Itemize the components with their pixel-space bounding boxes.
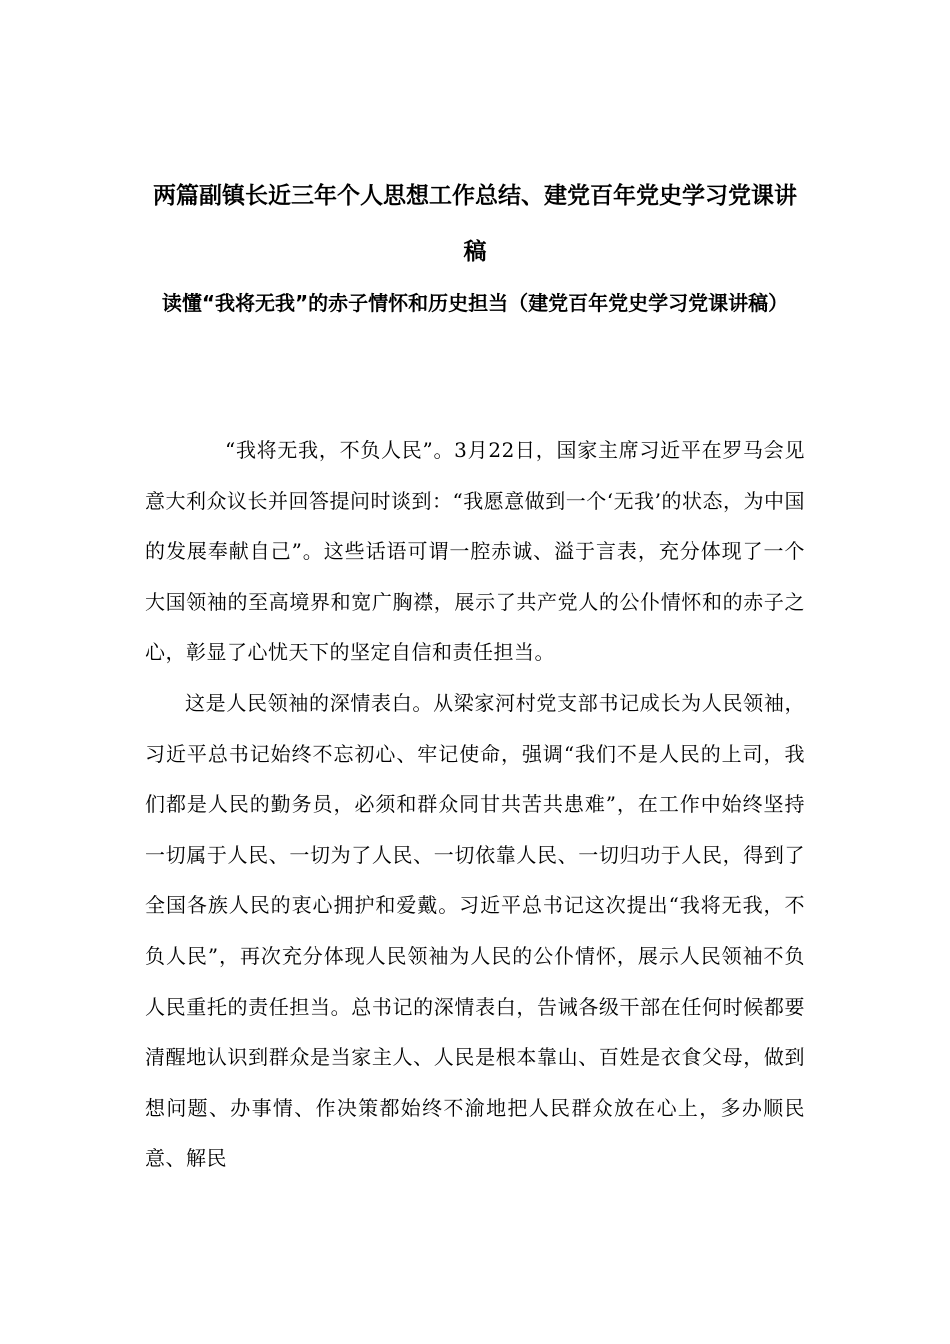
body-paragraph: 这是人民领袖的深情表白。从梁家河村党支部书记成长为人民领袖，习近平总书记始终不忘初心、牢记使命，强调“我们不是人民的上司，我们都是人民的勤务员，必须和群众同甘共苦共患难”，在工作中始终坚持一切属于人民、一切为了人民、一切依靠人民、一切归功于人民，得到了全国各族人民的衷心拥护和爱戴。习近平总书记这次提出“我将无我，不负人民”，再次充分体现人民领袖为人民的公仆情怀，展示人民领袖不负人民重托的责任担当。总书记的深情表白，告诫各级干部在任何时候都要清醒地认识到群众是当家主人、人民是根本靠山、百姓是衣食父母，做到想问题、办事情、作决策都始终不渝地把人民群众放在心上，多办顺民意、解民	[145, 690, 805, 1171]
body-paragraph: “我将无我，不负人民”。3月22日，国家主席习近平在罗马会见意大利众议长并回答提问时谈到：“我愿意做到一个‘无我’的状态，为中国的发展奉献自己”。这些话语可谓一腔赤诚、溢于言表，充分体现了一个大国领袖的至高境界和宽广胸襟，展示了共产党人的公仆情怀和的赤子之心，彰显了心忧天下的坚定自信和责任担当。	[145, 438, 805, 665]
document-title: 两篇副镇长近三年个人思想工作总结、建党百年党史学习党课讲稿	[153, 183, 797, 265]
document-body	[145, 425, 805, 1184]
document-subtitle: 读懂“我将无我”的赤子情怀和历史担当（建党百年党史学习党课讲稿）	[161, 291, 789, 315]
